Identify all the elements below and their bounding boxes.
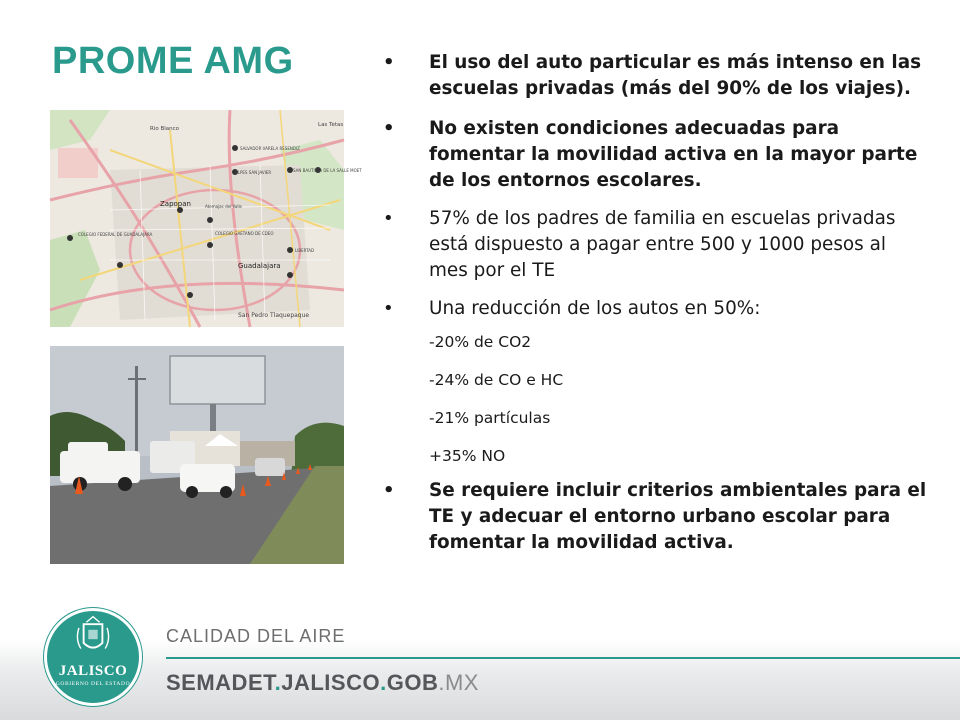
map-label: COLEGIO FEDERAL DE GUADALAJARA xyxy=(78,232,153,237)
map-label: COLEGIO GAETANO DE CDEO xyxy=(215,231,274,236)
domain-dot: . xyxy=(380,670,387,695)
map-label: Zapopan xyxy=(160,200,191,208)
logo-wordmark: JALISCO xyxy=(58,663,128,679)
domain-part: GOB xyxy=(386,670,439,695)
list-item xyxy=(383,116,928,194)
traffic-photo xyxy=(50,346,344,564)
list-item xyxy=(383,50,928,102)
bullet-text: 57% de los padres de familia en escuelas privadas está dispuesto a pagar entre 500 y 1000 pesos al mes por el TE xyxy=(429,208,896,281)
map-label: Guadalajara xyxy=(238,262,281,270)
map-label: SAN BAUTISTA DE LA SALLE MOET xyxy=(293,168,362,173)
bullet-text: No existen condiciones adecuadas para fomentar la movilidad activa en la mayor parte de los entornos escolares. xyxy=(429,118,918,191)
slide-title: PROME AMG xyxy=(52,40,294,82)
map-label: Las Tetas xyxy=(318,122,344,128)
bullet-marker: • xyxy=(383,480,395,501)
reduction-item: -24% de CO e HC xyxy=(429,371,564,389)
domain-dot: . xyxy=(274,670,282,695)
footer-website xyxy=(166,670,479,696)
coat-of-arms-icon xyxy=(47,611,139,703)
jalisco-logo xyxy=(44,608,142,706)
bullet-list xyxy=(383,50,928,568)
domain-part: MX xyxy=(444,670,479,695)
footer-section-label: CALIDAD DEL AIRE xyxy=(166,626,346,646)
bullet-marker: • xyxy=(383,298,394,319)
map-label: Atemajac del Valle xyxy=(205,204,243,209)
logo-subtitle: GOBIERNO DEL ESTADO xyxy=(55,681,131,687)
list-item xyxy=(383,206,928,284)
bullet-text: El uso del auto particular es más intenso en las escuelas privadas (más del 90% de los viajes). xyxy=(429,52,922,99)
bullet-text: Una reducción de los autos en 50%: xyxy=(429,298,761,319)
reduction-item: -20% de CO2 xyxy=(429,333,532,351)
reduction-item: +35% NO xyxy=(429,447,506,465)
map-label: San Pedro Tlaquepaque xyxy=(238,312,310,319)
bullet-marker: • xyxy=(383,52,395,73)
map-label: ALPES SAN JAVIER xyxy=(235,170,272,175)
list-item xyxy=(383,296,928,322)
map-label: LIBERTAD xyxy=(295,248,315,253)
footer-band xyxy=(0,640,960,720)
bullet-marker: • xyxy=(383,118,395,139)
list-item xyxy=(383,478,928,556)
map-label: SALVADOR VARELA RESENDIZ xyxy=(240,146,300,151)
bullet-text: Se requiere incluir criterios ambientales para el TE y adecuar el entorno urbano escolar para fomentar la movilidad activa. xyxy=(429,480,927,553)
reduction-item: -21% partículas xyxy=(429,409,551,427)
domain-dot: . xyxy=(438,670,445,695)
domain-part: JALISCO xyxy=(281,670,381,695)
footer-divider xyxy=(166,657,960,659)
domain-part: SEMADET xyxy=(166,670,275,695)
school-map-image xyxy=(50,110,362,327)
map-label: Rio Blanco xyxy=(150,126,180,132)
bullet-marker: • xyxy=(383,208,394,229)
